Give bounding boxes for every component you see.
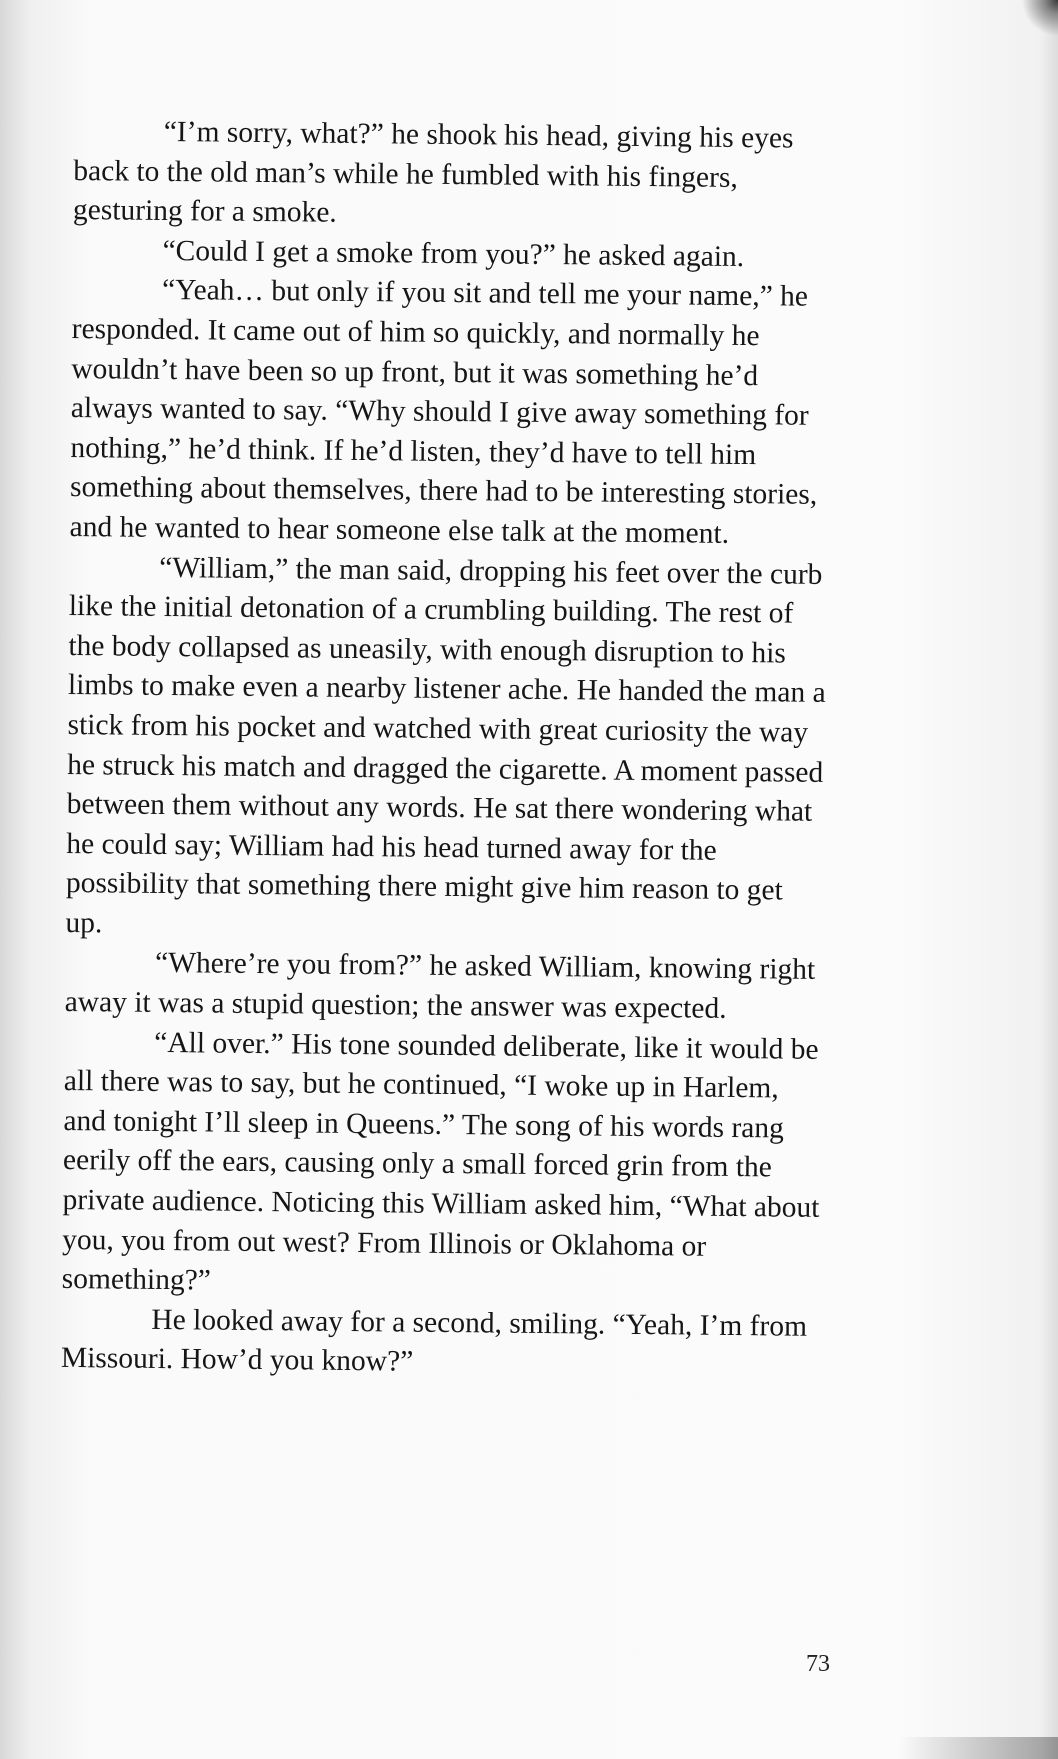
paragraph-5: “Where’re you from?” he asked William, knowing right away it was a stupid question; the answer was expected.	[64, 947, 816, 1025]
page-corner-shadow	[1018, 0, 1058, 40]
paragraph-1: “I’m sorry, what?” he shook his head, giving his eyes back to the old man’s while he fumbled with his fingers, gesturing for a smoke.	[72, 115, 794, 229]
page-bottom-shadow	[898, 1737, 1058, 1759]
paragraph-3: “Yeah… but only if you sit and tell me your name,” he responded. It came out of him so quickly, and normally he wouldn’t have been so up front, but it was something he’d always wanted to say. “Why should I give away something for nothing,” he’d think. If he’d listen, they’d have to tell him something about themselves, there had to be interesting stories, and he wanted to hear someone else talk at the moment.	[69, 274, 818, 550]
page-number: 73	[806, 1651, 830, 1677]
paragraph-4: “William,” the man said, dropping his feet over the curb like the initial detonation of a crumbling building. The rest of the body collapsed as uneasily, with enough disruption to his limbs to make even a nearby listener ache. He handed the man a stick from his pocket and watched with great curiosity the way he struck his match and dragged the cigarette. A moment passed between them without any words. He sat there wondering what he could say; William had his head turned away for the possibility that something there might give him reason to get up.	[65, 551, 826, 940]
paragraph-6: “All over.” His tone sounded deliberate, like it would be all there was to say, but he continued, “I woke up in Harlem, and tonight I’ll sleep in Queens.” The song of his words rang eerily off the ears, causing only a small forced grin from the private audience. Noticing this William asked him, “What about you, you from out west? From Illinois or Oklahoma or something?”	[61, 1026, 820, 1297]
paragraph-7: He looked away for a second, smiling. “Yeah, I’m from Missouri. How’d you know?”	[60, 1303, 808, 1379]
paragraph-2: “Could I get a smoke from you?” he asked again.	[162, 234, 745, 273]
body-text	[61, 112, 834, 1387]
